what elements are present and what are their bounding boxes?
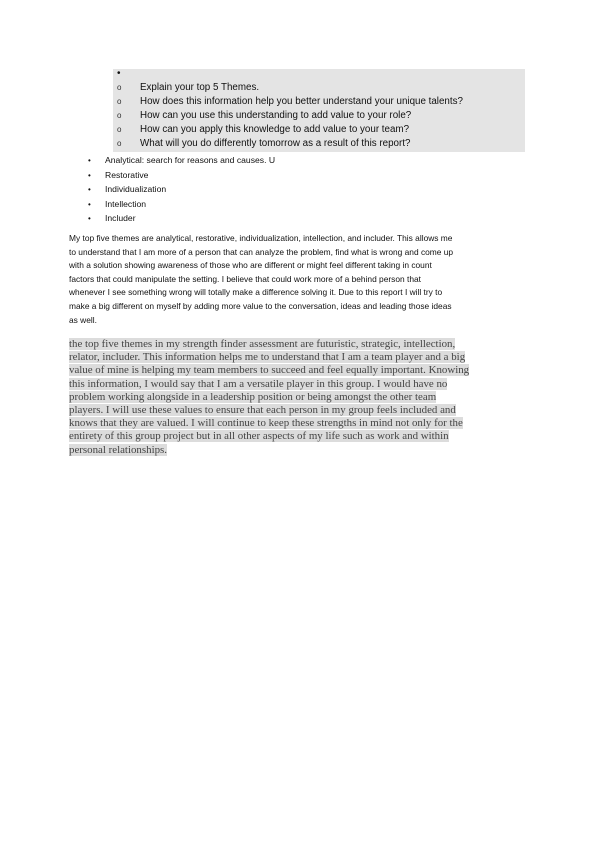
- highlighted-line: the top five themes in my strength finder assessment are futuristic, strategic, intellection,: [69, 338, 456, 350]
- circle-bullet-icon: o: [117, 139, 122, 148]
- paragraph-line: as well.: [69, 314, 97, 325]
- question-item: [117, 137, 525, 151]
- theme-text: Individualization: [105, 184, 167, 194]
- question-text: How can you apply this knowledge to add value to your team?: [140, 124, 410, 135]
- theme-text: Intellection: [105, 198, 147, 209]
- highlighted-line: entirety of this group project but in all other aspects of my life such as work and within: [69, 430, 449, 443]
- strength-finder-paragraph: [69, 338, 529, 457]
- bullet-icon: •: [88, 199, 91, 209]
- bullet-icon: •: [88, 156, 91, 165]
- paragraph-line: to understand that I am more of a person that can analyze the problem, find what is wrong and come up: [69, 246, 454, 257]
- question-item: [117, 109, 525, 123]
- theme-item: [88, 153, 275, 168]
- bullet-icon: •: [88, 185, 91, 194]
- highlighted-line: relator, includer. This information helps me to understand that I am a team player and a big: [69, 351, 466, 364]
- circle-bullet-icon: o: [117, 97, 122, 106]
- paragraph-line: make a big different on myself by adding more value to the conversation, ideas and leading those ideas: [69, 300, 452, 311]
- theme-item: [88, 168, 275, 183]
- top-themes-paragraph: [69, 232, 529, 327]
- circle-bullet-icon: o: [117, 83, 122, 92]
- paragraph-line: whenever I see something wrong will totally make a difference solving it. Due to this report I will try to: [69, 287, 443, 298]
- bullet-icon: •: [88, 214, 91, 223]
- theme-text: Includer: [105, 213, 136, 223]
- highlighted-line: this information, I would say that I am a versatile player in this group. I would have no: [69, 377, 448, 390]
- theme-item: [88, 182, 275, 197]
- empty-bullet: •: [117, 68, 121, 79]
- questions-list: [117, 81, 525, 151]
- question-item: [117, 95, 525, 109]
- themes-list: [88, 153, 275, 226]
- theme-text: Restorative: [105, 169, 149, 180]
- paragraph-line: factors that could manipulate the setting. I believe that could work more of a behind person that: [69, 273, 421, 284]
- question-text: Explain your top 5 Themes.: [140, 82, 260, 93]
- question-text: How does this information help you better understand your unique talents?: [140, 96, 463, 107]
- circle-bullet-icon: o: [117, 111, 122, 120]
- question-text: How can you use this understanding to add value to your role?: [140, 110, 412, 121]
- question-text: What will you do differently tomorrow as a result of this report?: [140, 138, 411, 149]
- highlighted-line: personal relationships.: [69, 443, 167, 456]
- paragraph-line: My top five themes are analytical, restorative, individualization, intellection, and includer. This allows me: [69, 233, 453, 243]
- circle-bullet-icon: o: [117, 125, 122, 134]
- paragraph-line: with a solution showing awareness of those who are different or might feel different taking in count: [69, 260, 432, 271]
- highlighted-line: problem working alongside in a leadership position or being amongst the other team: [69, 390, 437, 403]
- highlighted-line: knows that they are valued. I will continue to keep these strengths in mind not only for the: [69, 417, 463, 430]
- bullet-icon: •: [88, 170, 91, 180]
- theme-item: [88, 197, 275, 212]
- question-item: [117, 123, 525, 137]
- highlighted-line: players. I will use these values to ensure that each person in my group feels included and: [69, 404, 456, 417]
- theme-text: Analytical: search for reasons and causes. U: [105, 155, 276, 165]
- highlighted-line: value of mine is helping my team members to succeed and feel equally important. Knowing: [69, 364, 470, 377]
- question-item: [117, 81, 525, 95]
- theme-item: [88, 211, 275, 226]
